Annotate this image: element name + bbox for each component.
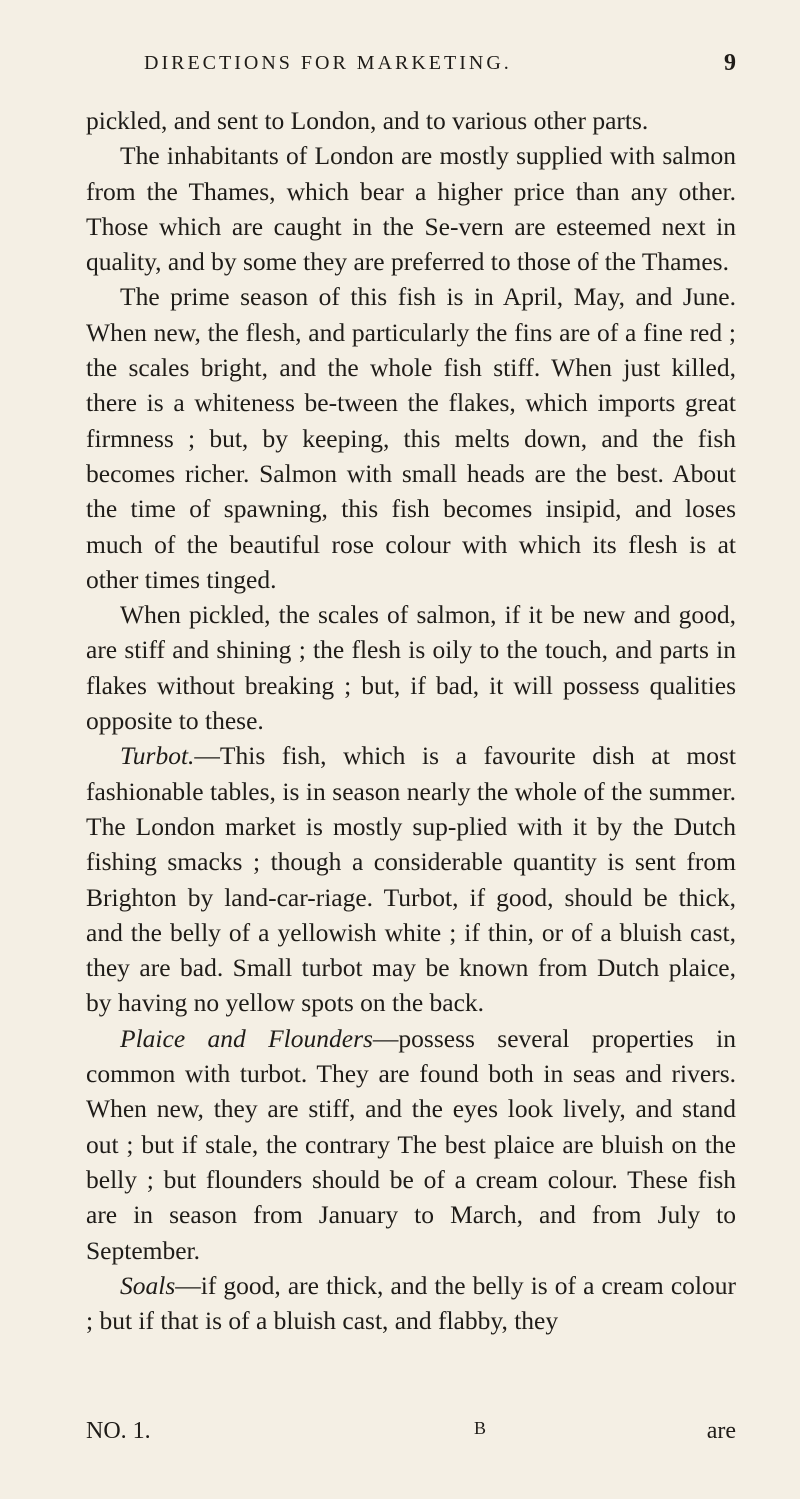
paragraph-heading: Turbot. [120,741,195,771]
paragraph-text: —possess several properties in common with turbot. They are found both in seas and rivers. When new, they are stiff, and the eyes look lively, and stand out ; but if stale, the contrary The best plaice are bluish on the belly ; but flounders should be of a cream colour. These fish are in season from January to March, and from July to September. [86,1023,736,1265]
paragraph-pickled-salmon [86,597,736,738]
paragraph-text: pickled, and sent to London, and to various other parts. [86,106,649,135]
paragraph-text: When pickled, the scales of salmon, if it be new and good, are stiff and shining ; the flesh is oily to the touch, and parts in flakes without breaking ; but, if bad, it will possess qualities opposite to these. [86,600,736,736]
running-head [86,52,736,82]
signature-mark: B [474,1418,487,1438]
paragraph-text: The inhabitants of London are mostly supplied with salmon from the Thames, which bear a higher price than any other. Those which are caught in the Se-vern are esteemed next in quality, and by some they are preferred to those of the Thames. [86,141,736,277]
paragraph-heading: Soals [120,1270,176,1300]
catchword: are [706,1418,736,1444]
paragraph-continuation [86,103,736,138]
paragraph-prime-season [86,279,736,597]
paragraph-plaice-flounders [86,1021,736,1268]
paragraph-heading: Plaice and Flounders [120,1023,373,1053]
page-footer [86,1418,736,1452]
body-text [86,103,736,1338]
paragraph-text: The prime season of this fish is in April, May, and June. When new, the flesh, and particularly the fins are of a fine red ; the scales bright, and the whole fish stiff. When just killed, there is a whiteness be-tween the flakes, which imports great firmness ; but, by keeping, this melts down, and the fish becomes richer. Salmon with small heads are the best. About the time of spawning, this fish becomes insipid, and loses much of the beautiful rose colour with which its flesh is at other times tinged. [86,282,736,594]
paragraph-text: —This fish, which is a favourite dish at most fashionable tables, is in season nearly the whole of the summer. The London market is mostly sup-plied with it by the Dutch fishing smacks ; though a considerable quantity is sent from Brighton by land-car-riage. Turbot, if good, should be thick, and the belly of a yellowish white ; if thin, or of a bluish cast, they are bad. Small turbot may be known from Dutch plaice, by having no yellow spots on the back. [86,741,736,1018]
issue-number: NO. 1. [86,1418,151,1444]
paragraph-turbot [86,738,736,1020]
paragraph-london-supply [86,138,736,279]
paragraph-text: —if good, are thick, and the belly is of a cream colour ; but if that is of a bluish cast, and flabby, they [86,1270,736,1336]
running-title: DIRECTIONS FOR MARKETING. [144,52,512,74]
page-number: 9 [724,50,736,76]
paragraph-soals [86,1268,736,1339]
